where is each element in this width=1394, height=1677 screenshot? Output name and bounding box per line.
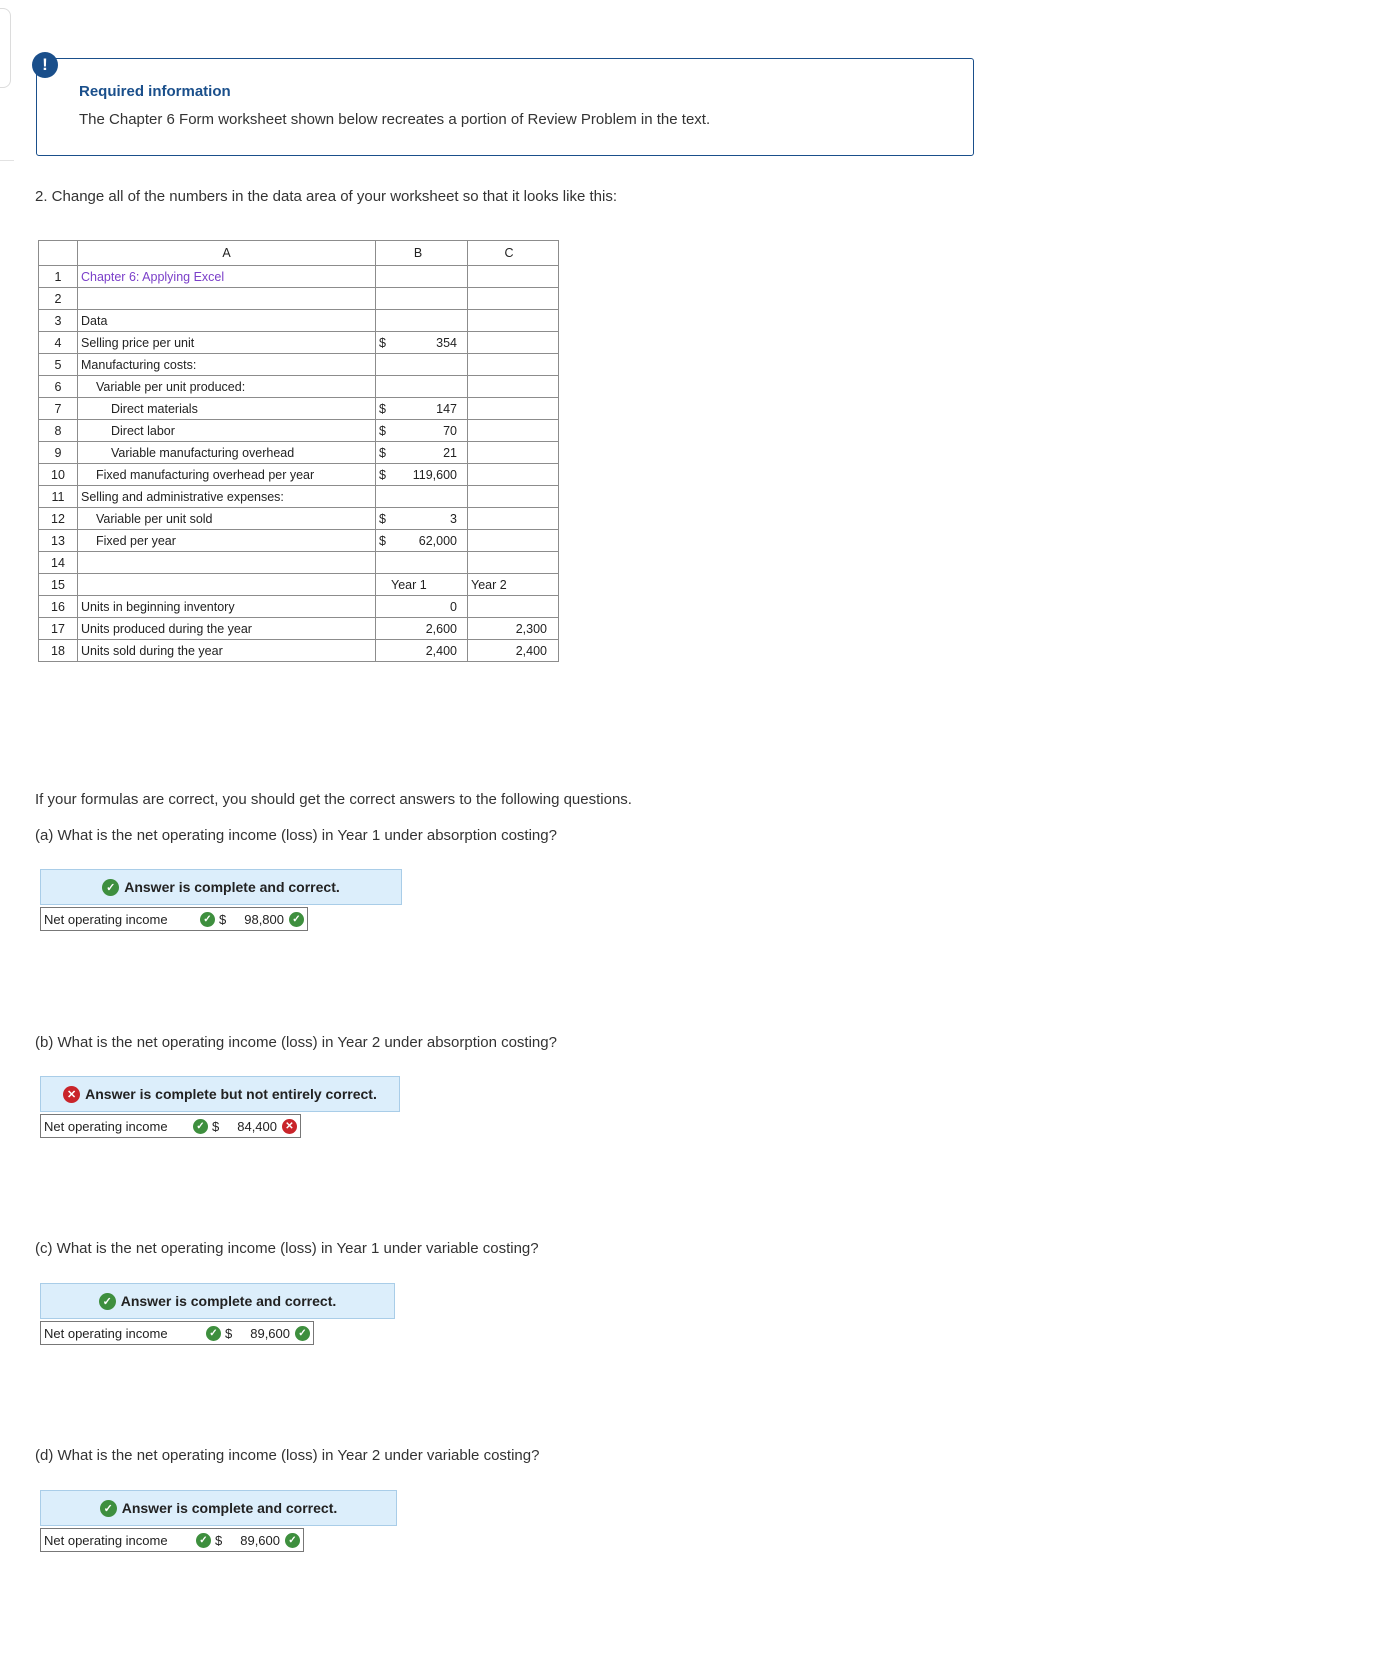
cell-b-value: Year 1 xyxy=(391,577,427,592)
check-circle-icon: ✓ xyxy=(196,1533,211,1548)
cell-c xyxy=(468,420,559,442)
answer-d-banner xyxy=(40,1490,397,1526)
cell-c xyxy=(468,442,559,464)
sheet-row xyxy=(39,464,559,486)
question-a: (a) What is the net operating income (loss) in Year 1 under absorption costing? xyxy=(35,827,557,844)
row-number: 12 xyxy=(39,508,78,530)
question-b: (b) What is the net operating income (loss) in Year 2 under absorption costing? xyxy=(35,1034,557,1051)
check-circle-icon: ✓ xyxy=(206,1326,221,1341)
check-circle-icon: ✓ xyxy=(99,1293,116,1310)
cell-b xyxy=(376,266,468,288)
x-circle-icon: ✕ xyxy=(63,1086,80,1103)
cell-c: 2,400 xyxy=(468,640,559,662)
cell-a: Fixed manufacturing overhead per year xyxy=(78,464,376,486)
cell-b xyxy=(376,574,468,596)
answer-d-label: Net operating income xyxy=(44,1532,168,1548)
answer-b-value-cell[interactable] xyxy=(193,1119,300,1134)
cell-c xyxy=(468,530,559,552)
cell-b-currency: $ xyxy=(379,467,386,482)
cell-b xyxy=(376,354,468,376)
cell-b-currency: $ xyxy=(379,335,386,350)
cell-b xyxy=(376,420,468,442)
cell-b-value: 0 xyxy=(450,599,457,614)
row-number: 17 xyxy=(39,618,78,640)
worksheet-table xyxy=(38,240,559,662)
cell-b-value: 70 xyxy=(443,423,457,438)
corner-cell xyxy=(39,241,78,266)
info-title: Required information xyxy=(79,83,231,100)
answer-d-row xyxy=(40,1528,304,1552)
instruction-text: 2. Change all of the numbers in the data area of your worksheet so that it looks like this: xyxy=(35,188,617,205)
cell-c xyxy=(468,552,559,574)
sheet-row xyxy=(39,486,559,508)
cell-b-value: 21 xyxy=(443,445,457,460)
cell-c xyxy=(468,486,559,508)
sheet-row xyxy=(39,288,559,310)
cell-c: 2,300 xyxy=(468,618,559,640)
answer-b-label: Net operating income xyxy=(44,1118,168,1134)
row-number: 14 xyxy=(39,552,78,574)
row-number: 4 xyxy=(39,332,78,354)
row-number: 2 xyxy=(39,288,78,310)
column-header-a: A xyxy=(78,241,376,266)
answer-c-currency: $ xyxy=(225,1325,233,1341)
answer-b-value: 84,400 xyxy=(237,1118,277,1134)
cell-b-currency: $ xyxy=(379,401,386,416)
cell-a xyxy=(78,552,376,574)
cell-b-value: 119,600 xyxy=(412,467,457,482)
cell-a: Units sold during the year xyxy=(78,640,376,662)
sheet-row xyxy=(39,266,559,288)
answer-a-banner xyxy=(40,869,402,905)
intro-text: If your formulas are correct, you should get the correct answers to the following questions. xyxy=(35,791,632,808)
answer-d-value-cell[interactable] xyxy=(196,1533,303,1548)
cell-c xyxy=(468,310,559,332)
row-number: 13 xyxy=(39,530,78,552)
answer-c-row xyxy=(40,1321,314,1345)
cell-b-value: 147 xyxy=(436,401,457,416)
sheet-row xyxy=(39,640,559,662)
cell-b xyxy=(376,442,468,464)
cell-c xyxy=(468,288,559,310)
answer-b-banner xyxy=(40,1076,400,1112)
row-number: 16 xyxy=(39,596,78,618)
check-circle-icon: ✓ xyxy=(102,879,119,896)
cell-c xyxy=(468,332,559,354)
cell-b xyxy=(376,486,468,508)
row-number: 8 xyxy=(39,420,78,442)
sheet-row xyxy=(39,420,559,442)
cell-c: Year 2 xyxy=(468,574,559,596)
sheet-row xyxy=(39,332,559,354)
answer-a-row xyxy=(40,907,308,931)
question-c: (c) What is the net operating income (loss) in Year 1 under variable costing? xyxy=(35,1240,539,1257)
cell-a xyxy=(78,574,376,596)
cell-b-currency: $ xyxy=(379,445,386,460)
row-number: 3 xyxy=(39,310,78,332)
sheet-row xyxy=(39,508,559,530)
cell-b xyxy=(376,398,468,420)
answer-c-banner xyxy=(40,1283,395,1319)
cell-a: Data xyxy=(78,310,376,332)
answer-b-currency: $ xyxy=(212,1118,220,1134)
sheet-row xyxy=(39,552,559,574)
check-circle-icon: ✓ xyxy=(295,1326,310,1341)
row-number: 15 xyxy=(39,574,78,596)
question-d: (d) What is the net operating income (loss) in Year 2 under variable costing? xyxy=(35,1447,540,1464)
check-circle-icon: ✓ xyxy=(285,1533,300,1548)
cell-a: Selling and administrative expenses: xyxy=(78,486,376,508)
cell-a: Direct materials xyxy=(78,398,376,420)
answer-d-value: 89,600 xyxy=(240,1532,280,1548)
cell-b-value: 354 xyxy=(436,335,457,350)
check-circle-icon: ✓ xyxy=(200,912,215,927)
row-number: 18 xyxy=(39,640,78,662)
cell-c xyxy=(468,376,559,398)
cell-b xyxy=(376,464,468,486)
cell-b-value: 62,000 xyxy=(418,533,457,548)
cell-c xyxy=(468,596,559,618)
cell-b xyxy=(376,310,468,332)
cell-a: Units produced during the year xyxy=(78,618,376,640)
answer-d-banner-text: Answer is complete and correct. xyxy=(121,1500,338,1516)
row-number: 7 xyxy=(39,398,78,420)
answer-c-banner-text: Answer is complete and correct. xyxy=(120,1293,337,1309)
sheet-row xyxy=(39,442,559,464)
cell-b-currency: $ xyxy=(379,423,386,438)
cell-b xyxy=(376,376,468,398)
cell-b xyxy=(376,288,468,310)
cell-a: Variable per unit produced: xyxy=(78,376,376,398)
cell-a: Manufacturing costs: xyxy=(78,354,376,376)
answer-c-value: 89,600 xyxy=(250,1325,290,1341)
answer-a-value: 98,800 xyxy=(244,911,284,927)
side-panel-edge xyxy=(0,8,11,88)
column-header-c: C xyxy=(468,241,559,266)
cell-c xyxy=(468,398,559,420)
cell-b xyxy=(376,640,468,662)
sheet-row xyxy=(39,310,559,332)
answer-a-currency: $ xyxy=(219,911,227,927)
sheet-row xyxy=(39,354,559,376)
x-circle-icon: ✕ xyxy=(282,1119,297,1134)
cell-b-value: 2,600 xyxy=(425,621,457,636)
answer-a-banner-text: Answer is complete and correct. xyxy=(124,879,340,895)
cell-c xyxy=(468,354,559,376)
answer-b-row xyxy=(40,1114,301,1138)
check-circle-icon: ✓ xyxy=(193,1119,208,1134)
cell-b xyxy=(376,618,468,640)
answer-c-label: Net operating income xyxy=(44,1325,168,1341)
cell-b xyxy=(376,332,468,354)
answer-c-value-cell[interactable] xyxy=(206,1326,313,1341)
cell-a xyxy=(78,288,376,310)
check-circle-icon: ✓ xyxy=(289,912,304,927)
sheet-row xyxy=(39,574,559,596)
answer-b-banner-text: Answer is complete but not entirely correct. xyxy=(85,1086,377,1102)
cell-c xyxy=(468,464,559,486)
column-header-b: B xyxy=(376,241,468,266)
cell-b-currency: $ xyxy=(379,511,386,526)
sheet-row xyxy=(39,618,559,640)
info-text: The Chapter 6 Form worksheet shown below recreates a portion of Review Problem in the text. xyxy=(79,111,711,128)
cell-a: Selling price per unit xyxy=(78,332,376,354)
row-number: 6 xyxy=(39,376,78,398)
cell-b xyxy=(376,552,468,574)
answer-a-label: Net operating income xyxy=(44,911,168,927)
cell-a: Chapter 6: Applying Excel xyxy=(78,266,376,288)
side-divider xyxy=(0,160,14,161)
row-number: 10 xyxy=(39,464,78,486)
cell-a: Variable per unit sold xyxy=(78,508,376,530)
row-number: 5 xyxy=(39,354,78,376)
row-number: 9 xyxy=(39,442,78,464)
cell-c xyxy=(468,508,559,530)
cell-b-currency: $ xyxy=(379,533,386,548)
cell-c xyxy=(468,266,559,288)
cell-b xyxy=(376,530,468,552)
row-number: 1 xyxy=(39,266,78,288)
exclamation-icon: ! xyxy=(32,52,58,78)
answer-d-currency: $ xyxy=(215,1532,223,1548)
cell-a: Fixed per year xyxy=(78,530,376,552)
cell-a: Variable manufacturing overhead xyxy=(78,442,376,464)
cell-a: Units in beginning inventory xyxy=(78,596,376,618)
cell-a: Direct labor xyxy=(78,420,376,442)
cell-b xyxy=(376,596,468,618)
column-header-row xyxy=(39,241,559,266)
sheet-row xyxy=(39,596,559,618)
answer-a-value-cell[interactable] xyxy=(200,912,307,927)
row-number: 11 xyxy=(39,486,78,508)
cell-b xyxy=(376,508,468,530)
cell-b-value: 2,400 xyxy=(425,643,457,658)
cell-b-value: 3 xyxy=(450,511,457,526)
sheet-row xyxy=(39,376,559,398)
sheet-row xyxy=(39,530,559,552)
sheet-row xyxy=(39,398,559,420)
required-info-box xyxy=(36,58,974,156)
check-circle-icon: ✓ xyxy=(100,1500,117,1517)
